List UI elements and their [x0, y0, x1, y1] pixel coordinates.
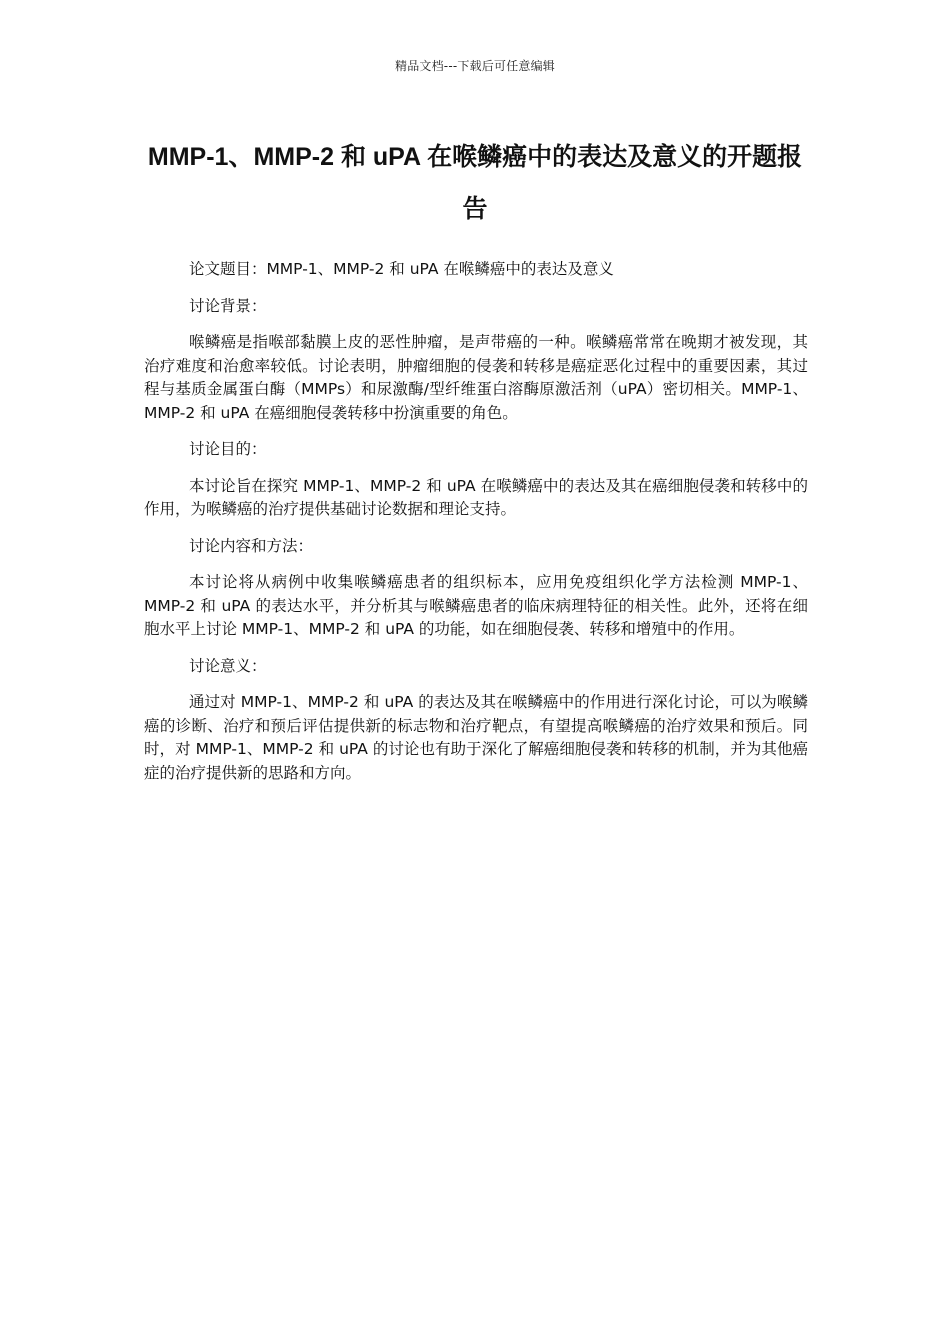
background-paragraph: 喉鳞癌是指喉部黏膜上皮的恶性肿瘤，是声带癌的一种。喉鳞癌常常在晚期才被发现，其治疗难度和治愈率较低。讨论表明，肿瘤细胞的侵袭和转移是癌症恶化过程中的重要因素，其过程与基质金属蛋白酶（MMPs）和尿激酶/型纤维蛋白溶酶原激活剂（uPA）密切相关。MMP-1、MMP-2 和 uPA 在癌细胞侵袭转移中扮演重要的角色。	[144, 333, 808, 422]
background-heading: 讨论背景：	[188, 296, 267, 315]
purpose-paragraph: 本讨论旨在探究 MMP-1、MMP-2 和 uPA 在喉鳞癌中的表达及其在癌细胞侵袭和转移中的作用，为喉鳞癌的治疗提供基础讨论数据和理论支持。	[144, 476, 808, 518]
significance-paragraph: 通过对 MMP-1、MMP-2 和 uPA 的表达及其在喉鳞癌中的作用进行深化讨论，可以为喉鳞癌的诊断、治疗和预后评估提供新的标志物和治疗靶点，有望提高喉鳞癌的治疗效果和预后。同时，对 MMP-1、MMP-2 和 uPA 的讨论也有助于深化了解癌细胞侵袭和转移的机制，并为其他癌症的治疗提供新的思路和方向。	[144, 693, 808, 782]
purpose-heading: 讨论目的：	[188, 440, 267, 458]
methods-paragraph: 本讨论将从病例中收集喉鳞癌患者的组织标本，应用免疫组织化学方法检测 MMP-1、MMP-2 和 uPA 的表达水平，并分析其与喉鳞癌患者的临床病理特征的相关性。此外，还将在细胞水平上讨论 MMP-1、MMP-2 和 uPA 的功能，如在细胞侵袭、转移和增殖中的作用。	[144, 573, 808, 638]
methods-heading: 讨论内容和方法：	[188, 536, 313, 555]
topic-line: 论文题目：MMP-1、MMP-2 和 uPA 在喉鳞癌中的表达及意义	[188, 260, 614, 278]
document-title: MMP-1、MMP-2 和 uPA 在喉鳞癌中的表达及意义的开题报告	[147, 143, 803, 223]
header-note: 精品文档---下载后可任意编辑	[395, 59, 555, 73]
significance-heading: 讨论意义：	[188, 656, 267, 675]
document-body	[144, 258, 808, 798]
